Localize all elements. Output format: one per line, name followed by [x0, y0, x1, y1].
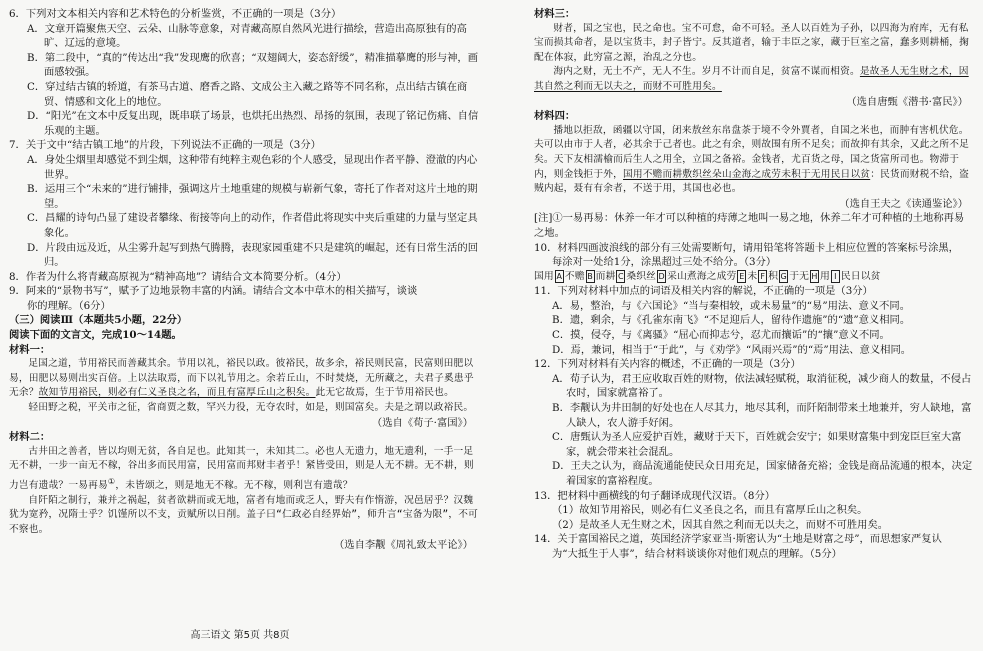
answer-box-d[interactable]: D [658, 271, 665, 281]
material-4-text-tail: ：民货而财税不给，盗贼内起，聂有有余者，不送于用，其国也必也。 [534, 168, 970, 195]
seg: 日以贫 [850, 270, 881, 282]
seg: 采山煮海之成劳 [667, 270, 737, 282]
q14-line2: 为“大抵生于人事”，结合材料谈谈你对他们观点的理解。（5分） [552, 547, 842, 560]
q7-stem: 7．关于文中“结古镇工地”的片段，下列说法不正确的一项是（3分） [9, 139, 321, 152]
q10-line1: 10．材料四画波浪线的部分有三处需要断句，请用铅笔将答题卡上相应位置的答案标号涂黑， [534, 241, 959, 254]
material-2-para-1 [9, 445, 479, 494]
q6-option-c: C．穿过结古镇的轿道，有茶马古道、磨香之路、文成公主入藏之路等不同名称，点出结古镇在商贸、情感和文化上的地位。 [27, 80, 468, 108]
answer-box-g[interactable]: G [780, 271, 787, 281]
seg: 桑织丝 [626, 270, 657, 282]
material-4-para-1 [534, 124, 974, 197]
q7-option-b: B．运用三个“未来的”进行铺排，强调这片土地重建的规模与崭新气象，寄托了作者对这片土地的期望。 [27, 183, 478, 210]
footnote-marker: ① [107, 476, 116, 486]
q6-option-b: B．第二段中，“真的”传达出“我”发现鹰的欣喜；“双翅阔大，姿态舒缓”，精准描摹鹰的形与神，画面感较强。 [27, 51, 479, 79]
section-3-heading: （三）阅读Ⅲ（本题共5小题，22分） [9, 314, 188, 327]
q10-breakpoint-line [534, 270, 974, 285]
answer-box-b[interactable]: B [587, 271, 593, 281]
material-4-text: 播地以拒敌，函疆以守国，闭来敖丝东帛盘茶于境不令外賈者，自国之米也，而肿有害机伏危。夫可以由市于人者，必其余于己者也。此之有余，则故围有所不足矣；而故抑有其余，又此之所不足矣。天下友相濡榆而后生人之用全，立国之备裕。金钱者，尤百货之母，国之货富所司也。物滞于内，则金钱拒于外， [534, 124, 970, 180]
material-1-text-tail: 此无它故焉，生于节用裕民也。 [315, 387, 454, 399]
q11-option-c: C．摸，侵夺，与《离骚》“屈心而抑志兮，忍尤而攘诟”的“攘”意义不同。 [552, 329, 890, 342]
material-1-label: 材料一： [9, 343, 51, 356]
q9-line1: 9．阿来的“景物书写”，赋予了边地景物丰富的内涵。请结合文本中草木的相关描写，谈谈 [9, 285, 418, 298]
q13-sentence-2: （2）是故圣人无生财之术，因其自然之利而无以夫之，而财不可胜用矣。 [552, 518, 889, 531]
material-1-para-1 [9, 357, 479, 401]
q13-sentence-1: （1）故知节用裕民，则必有仁义圣良之名，而且有富厚丘山之积矣。 [552, 504, 868, 517]
q12-stem: 12．下列对材料有关内容的概述，不正确的一项是（3分） [534, 358, 801, 371]
seg: 积 [768, 270, 779, 282]
seg: 于无 [789, 270, 809, 282]
q6-option-a: A．文章开篇聚焦天空、云朵、山脉等意象，对青藏高原自然风光进行描绘，营造出高原独有的高旷、辽远的意境。 [27, 22, 467, 50]
q14-line1: 14．关于富国裕民之道，英国经济学家亚当·斯密认为“土地是财富之母”，而思想家严复认 [534, 533, 942, 546]
section-3-instructions: 阅读下面的文言文，完成10～14题。 [9, 329, 182, 342]
q7-option-d: D．片段由远及近，从尘雾升起写到热气腾腾，表现家园重建不只是建筑的崛起，还有日常生活的回归。 [27, 241, 479, 269]
left-column [9, 7, 479, 552]
answer-box-a[interactable]: A [556, 271, 563, 281]
material-3-para-1: 财者，国之宝也，民之命也。宝不可怠，命不可轻。圣人以百姓为子孙，以四海为府库，无有私宝而损其命者，是以宝货丰，封子皆宁。反其道者，输于丰臣之家，藏于巨室之富，蠢多则耕桶，掬配在体寂，此穷富之源，治乱之分也。 [534, 22, 970, 63]
q12-option-b: B．李觏认为井田制的好处也在人尽其力，地尽其利，而阡陌制带来土地兼并，穷人缺地，富人缺人，农人游手好闲。 [552, 402, 972, 429]
material-4-wavy-sentence: 国用不赡而耕敷织丝朵山金海之成劳未积于无用民日以贫 [623, 168, 871, 180]
material-4-source: （选自王夫之《读通鉴论》） [839, 197, 968, 210]
q12-option-c: C．唐甄认为圣人应爱护百姓，藏财于天下，百姓就会安宁；如果财富集中到宠臣巨室大富家，就会带来社会混乱。 [552, 431, 962, 458]
q13-stem: 13．把材料中画横线的句子翻译成现代汉语。（8分） [534, 489, 776, 502]
material-3-source: （选自唐甄《潜书·富民》） [846, 95, 968, 108]
material-3-para-2 [534, 65, 974, 94]
answer-box-e[interactable]: E [739, 271, 745, 281]
seg: 不赡 [564, 270, 585, 282]
q10-line2: 每涂对一处给1分，涂黑超过三处不给分。（3分） [552, 256, 777, 269]
q9-line2: 你的理解。（6分） [27, 299, 111, 312]
right-column [534, 7, 974, 562]
q7-option-c: C．昌耀的诗句凸显了建设者攀缘、衔接等向上的动作，作者借此将现实中夹后重建的力量与坚定具象化。 [27, 212, 478, 239]
q11-option-d: D．焉，兼词，相当于“于此”，与《劝学》“风雨兴焉”的“焉”用法、意义相同。 [552, 343, 912, 356]
annotation-note: [注]①一易再易：休养一年才可以种植的痔薄之地叫一易之地，休养二年才可种植的土地称再易之地。 [534, 212, 965, 239]
q8: 8．作者为什么将青藏高原视为“精神高地”？请结合文本简要分析。（4分） [9, 270, 347, 283]
q11-option-b: B．遗，剩余，与《孔雀东南飞》“不足迎后人，留待作遗施”的“遗”意义相同。 [552, 314, 911, 327]
material-2-para-2: 自阡陌之制行，兼并之祸起，贫者欲耕而或无地，富者有地而或乏人，野夫有作惰游，况邑居乎？汉魏犹为宽矜，况隋士乎？饥馑所以不支，贡赋所以日削。盖子曰“仁政必自经界始”，师升言“宝备为限”，不可不察也。 [9, 494, 479, 536]
material-1-para-2: 轻田野之税，平关市之征，省商贾之数，罕兴力役，无夺农时，如是，则国富矣。夫是之谓以政裕民。 [28, 402, 474, 414]
q12-option-a: A．荀子认为，君王应收取百姓的财物，依法减轻赋税，取消征税，减少商人的数量，不侵占农时，国家就富裕了。 [552, 372, 972, 400]
material-1-underlined-sentence: 故知节用裕民，则必有仁义圣良之名，而且有富厚丘山之积矣。 [38, 387, 316, 399]
seg: 用 [819, 270, 830, 282]
seg: 国用 [534, 270, 554, 282]
answer-box-c[interactable]: C [618, 271, 624, 281]
material-2-source: （选自李觏《周礼致太平论》） [333, 538, 473, 551]
seg: 而耕 [595, 270, 616, 282]
material-3-text: 海内之财，无土不产，无人不生。岁月不计而自足，贫富不谋而相资。 [553, 66, 860, 78]
material-2-label: 材料二： [9, 431, 51, 444]
material-1-source: （选自《荀子·富国》） [371, 416, 473, 429]
q7-option-a: A．身处尘烟里却感觉不到尘烟，这种带有纯粹主观色彩的个人感受，显现出作者平静、澄澈的内心世界。 [27, 153, 478, 181]
answer-box-f[interactable]: F [758, 270, 767, 283]
q11-stem: 11．下列对材料中加点的词语及相关内容的解说，不正确的一项是（3分） [534, 285, 873, 298]
seg: 未 [747, 270, 758, 282]
answer-box-h[interactable]: H [811, 271, 818, 281]
material-2-text: 古井田之善者，皆以均则无贫，各自足也。此知其一，未知其二。必也人无遗力，地无遗利，一手一足无不耕，一步一亩无不稼，谷出多而民用富，民用富而邦财丰者乎！紧皆受田，则是人无不耕。无不耕，则力岂有遗哉？一易再易 [9, 445, 474, 492]
material-3-label: 材料三： [534, 8, 576, 20]
material-1-text: 足国之道，节用裕民而善藏其余。节用以礼，裕民以政。彼裕民，故多余，裕民则民富，民富则田肥以易，田肥以易则出实百倍。上以法取焉，而下以礼节用之。余若丘山，不时焚烧，无所藏之，夫君子奚患乎无余？ [9, 358, 474, 399]
q11-option-a: A．易，整治，与《六国论》“当与秦相较，或未易量”的“易”用法、意义不同。 [552, 299, 910, 312]
seg: 民 [840, 270, 851, 282]
page-footer: 高三语文 第5页 共8页 [190, 630, 290, 641]
q12-option-d: D．王夫之认为，商品流通能使民众日用充足，国家储备充裕；金钱是商品流通的根本，决定着国家的富裕程度。 [552, 460, 973, 487]
material-2-text-tail: ，未皆颂之，则是地无不稼。无不稼，则利岂有遗哉？ [115, 480, 353, 492]
q6-option-d: D．“阳光”在文本中反复出现，既串联了场景，也烘托出热烈、昂扬的氛围，表现了铭记伤痛、自信乐观的主题。 [27, 110, 479, 137]
material-4-label: 材料四： [534, 110, 576, 123]
material-3-underlined-sentence: 是故圣人无生财之术，因其自然之利而无以夫之，而财不可胜用矣。 [534, 66, 969, 92]
q6-stem: 6．下列对文本相关内容和艺术特色的分析鉴赏，不正确的一项是（3分） [9, 8, 342, 20]
answer-box-i[interactable]: I [831, 270, 840, 283]
